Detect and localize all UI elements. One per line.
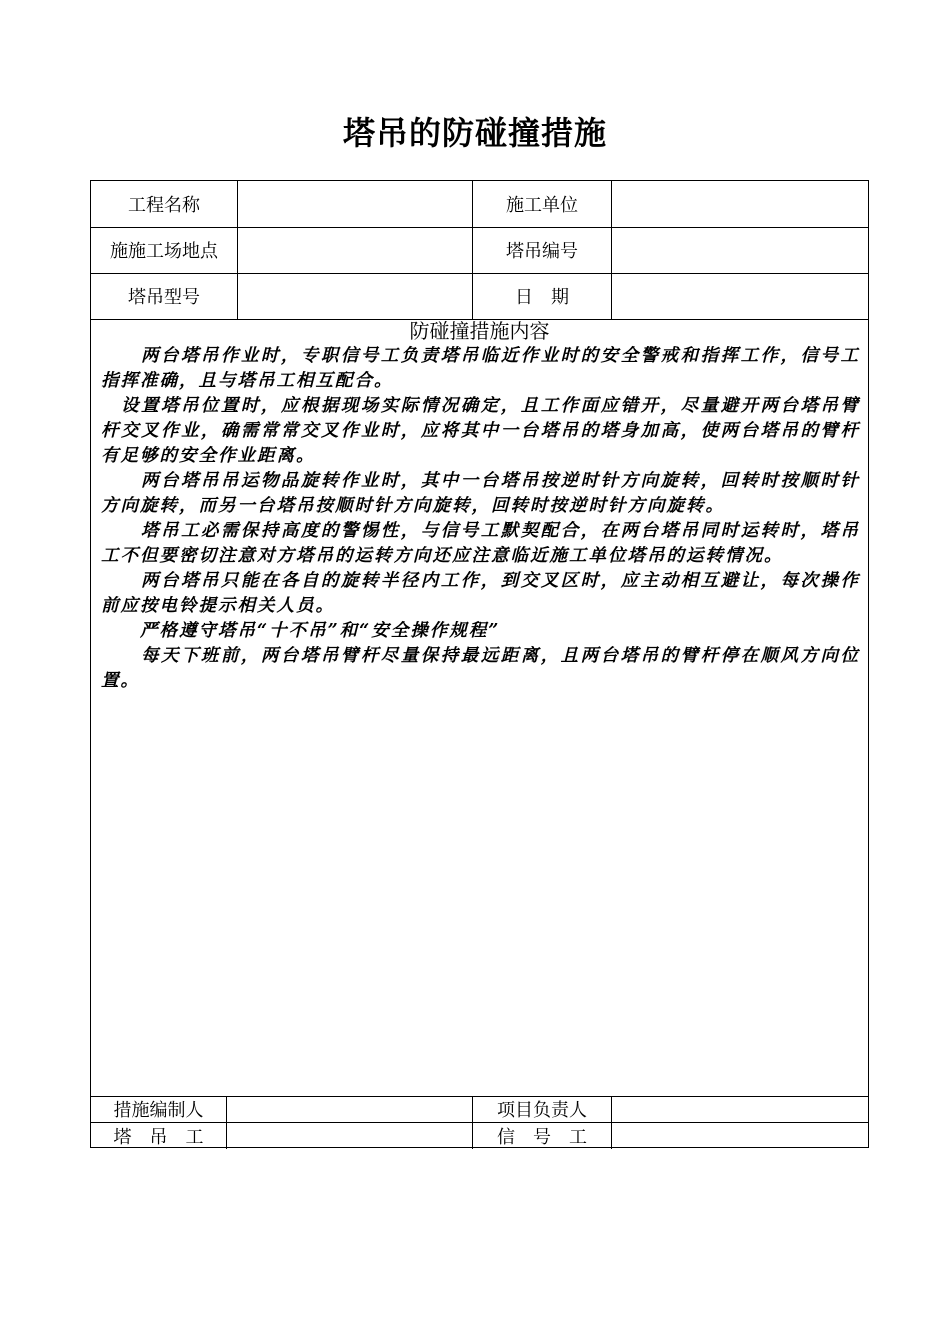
label-preparer: 措施编制人 [113, 1100, 204, 1121]
field-date[interactable] [612, 273, 868, 319]
label-date: 日 期 [515, 287, 569, 308]
field-project-manager[interactable] [612, 1096, 868, 1122]
label-crane-operator: 塔 吊 工 [113, 1127, 204, 1148]
header-row-project [91, 181, 868, 228]
content-paragraphs [91, 344, 868, 694]
document-title: 塔吊的防碰撞措施 [342, 114, 607, 152]
paragraph-1: 两台塔吊作业时，专职信号工负责塔吊临近作业时的安全警戒和指挥工作，信号工指挥准确，且与塔吊工相互配合。 [101, 346, 860, 391]
content-heading: 防碰撞措施内容 [409, 319, 550, 343]
label-site: 施施工场地点 [110, 241, 218, 262]
field-crane-operator[interactable] [227, 1123, 472, 1149]
paragraph-2: 设置塔吊位置时，应根据现场实际情况确定，且工作面应错开，尽量避开两台塔吊臂杆交叉作业，确需常常交叉作业时，应将其中一台塔吊的塔身加高，使两台塔吊的臂杆有足够的安全作业距离。 [101, 396, 860, 466]
paragraph-7: 每天下班前，两台塔吊臂杆尽量保持最远距离，且两台塔吊的臂杆停在顺风方向位置。 [101, 646, 860, 691]
label-construction-unit: 施工单位 [506, 195, 578, 216]
field-crane-number[interactable] [612, 227, 868, 273]
footer-row-preparer [91, 1096, 868, 1123]
paragraph-3: 两台塔吊吊运物品旋转作业时，其中一台塔吊按逆时针方向旋转，回转时按顺时针方向旋转，而另一台塔吊按顺时针方向旋转，回转时按逆时针方向旋转。 [101, 471, 860, 516]
paragraph-4: 塔吊工必需保持高度的警惕性，与信号工默契配合，在两台塔吊同时运转时，塔吊工不但要密切注意对方塔吊的运转方向还应注意临近施工单位塔吊的运转情况。 [101, 521, 860, 566]
measures-form [90, 180, 869, 1148]
header-row-site [91, 227, 868, 274]
field-crane-model[interactable] [238, 273, 472, 319]
field-preparer[interactable] [227, 1096, 472, 1122]
paragraph-6: 严格遵守塔吊“十不吊”和“安全操作规程” [101, 621, 501, 641]
label-crane-number: 塔吊编号 [506, 241, 578, 262]
label-crane-model: 塔吊型号 [128, 287, 200, 308]
field-signalman[interactable] [612, 1123, 868, 1149]
label-signalman: 信 号 工 [497, 1127, 587, 1148]
field-site[interactable] [238, 227, 472, 273]
paragraph-5: 两台塔吊只能在各自的旋转半径内工作，到交叉区时，应主动相互避让，每次操作前应按电铃提示相关人员。 [101, 571, 860, 616]
field-construction-unit[interactable] [612, 181, 868, 227]
measures-content [91, 318, 868, 1097]
footer-row-operators [91, 1123, 868, 1149]
label-project-name: 工程名称 [128, 195, 200, 216]
field-project-name[interactable] [238, 181, 472, 227]
header-row-model [91, 273, 868, 320]
label-project-manager: 项目负责人 [497, 1100, 587, 1121]
